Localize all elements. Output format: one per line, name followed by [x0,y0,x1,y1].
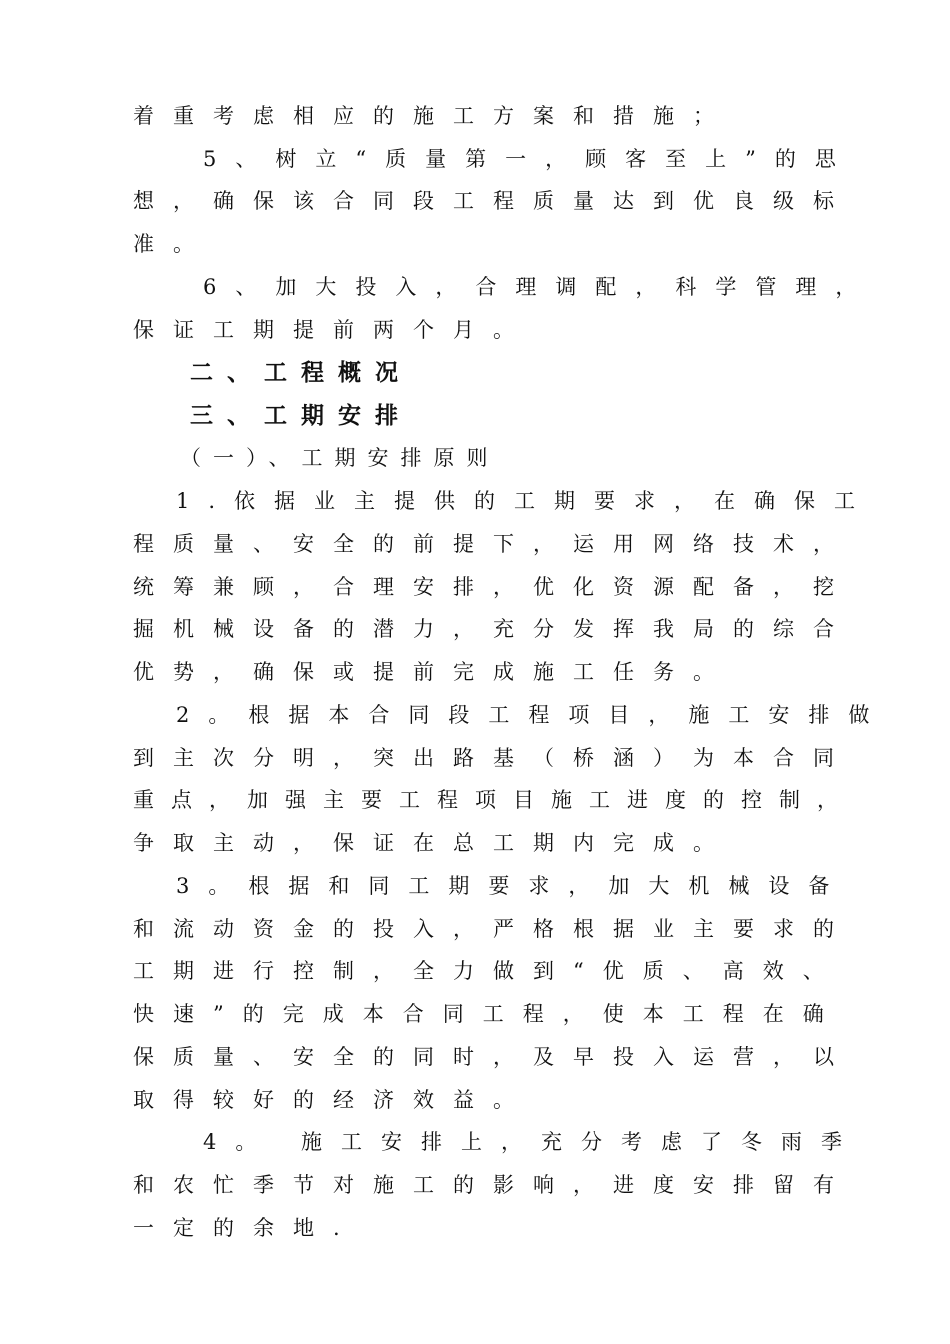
section-heading: 三、工期安排 [190,403,412,429]
paragraph-line: 统筹兼顾，合理安排，优化资源配备，挖 [133,575,853,599]
paragraph-line: 保证工期提前两个月。 [133,318,533,342]
paragraph-line: 一定的余地. [133,1216,359,1240]
paragraph-line: 4。 施工安排上，充分考虑了冬雨季 [203,1130,862,1154]
paragraph-line: 取得较好的经济效益。 [133,1088,533,1112]
paragraph-line: 重点，加强主要工程项目施工进度的控制， [133,788,855,812]
paragraph-line: 和农忙季节对施工的影响，进度安排留有 [133,1173,853,1197]
paragraph-line: 工期进行控制，全力做到“优质、高效、 [133,959,843,983]
paragraph-line: 3。根据和同工期要求，加大机械设备 [176,874,849,898]
subsection-heading: （一）、工期安排原则 [180,446,500,470]
paragraph-line: 1.依据业主提供的工期要求，在确保工 [176,489,875,513]
paragraph-line: 2。根据本合同段工程项目，施工安排做 [176,703,889,727]
paragraph-line: 准。 [133,232,213,256]
paragraph-line: 快速”的完成本合同工程，使本工程在确 [133,1002,843,1026]
paragraph-line: 想，确保该合同段工程质量达到优良级标 [133,189,853,213]
paragraph-line: 和流动资金的投入，严格根据业主要求的 [133,917,853,941]
paragraph-line: 到主次分明，突出路基（桥涵）为本合同 [133,746,853,770]
paragraph-line: 争取主动，保证在总工期内完成。 [133,831,733,855]
paragraph-line: 5、树立“质量第一，顾客至上”的思 [203,147,855,171]
paragraph-line: 保质量、安全的同时，及早投入运营，以 [133,1045,853,1069]
section-heading: 二、工程概况 [190,360,412,386]
paragraph-line: 6、加大投入，合理调配，科学管理， [203,275,876,299]
paragraph-line: 程质量、安全的前提下，运用网络技术， [133,532,853,556]
paragraph-line: 掘机械设备的潜力，充分发挥我局的综合 [133,617,853,641]
paragraph-line: 着重考虑相应的施工方案和措施； [133,104,733,128]
paragraph-line: 优势，确保或提前完成施工任务。 [133,660,733,684]
